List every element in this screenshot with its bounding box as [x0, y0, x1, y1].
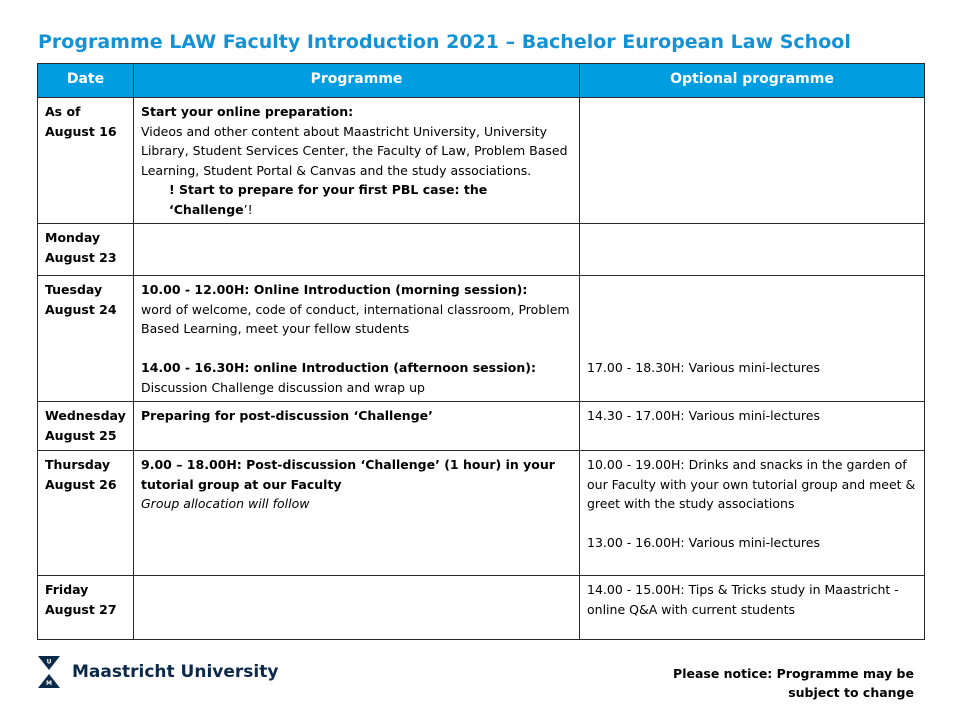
programme-note-bold: ! Start to prepare for your first PBL case: the ‘Challenge — [169, 182, 488, 217]
spacer — [587, 300, 917, 320]
programme-change-notice — [654, 664, 914, 702]
date-cell — [38, 276, 134, 402]
maastricht-university-logo — [38, 656, 278, 688]
table-row — [38, 276, 925, 402]
date-label: Tuesday — [45, 282, 103, 297]
date-label: Monday — [45, 230, 101, 245]
date-cell — [38, 402, 134, 451]
date-cell — [38, 224, 134, 276]
table-row — [38, 224, 925, 276]
date-label: Wednesday — [45, 408, 126, 423]
programme-text: Videos and other content about Maastricht University, University Library, Student Services Center, the Faculty of Law, Problem Based Learning, Student Portal & Canvas and the study associations. — [141, 123, 568, 178]
notice-line: Please notice: Programme may be — [673, 666, 914, 681]
column-header-date: Date — [38, 64, 134, 98]
date-label: August 25 — [45, 427, 117, 443]
optional-item: 10.00 - 19.00H: Drinks and snacks in the garden of our Faculty with your own tutorial group and meet & greet with the study associations — [587, 457, 916, 511]
date-label: Thursday — [45, 457, 111, 472]
programme-heading: Start your online preparation: — [141, 104, 354, 119]
notice-line: subject to change — [788, 685, 914, 700]
date-cell — [38, 451, 134, 576]
logo-text: Maastricht University — [72, 662, 279, 682]
logo-mark-letter-m: M — [46, 680, 52, 687]
programme-note — [141, 180, 572, 219]
session-heading: 14.00 - 16.30H: online Introduction (afternoon session): — [141, 360, 537, 375]
date-label: August 24 — [45, 301, 117, 317]
spacer — [587, 280, 917, 300]
date-cell — [38, 576, 134, 640]
column-header-optional-programme: Optional programme — [580, 64, 925, 98]
university-logo-icon — [38, 656, 60, 688]
optional-cell — [580, 276, 925, 402]
session-text: Discussion Challenge discussion and wrap up — [141, 379, 425, 395]
table-header-row — [38, 64, 925, 98]
programme-cell — [134, 451, 580, 576]
programme-cell — [134, 224, 580, 276]
date-label: As of — [45, 104, 81, 119]
table-row — [38, 402, 925, 451]
date-label: Friday — [45, 582, 89, 597]
table-row — [38, 451, 925, 576]
spacer — [587, 514, 917, 534]
programme-note: Group allocation will follow — [141, 496, 310, 511]
spacer — [141, 339, 572, 359]
date-cell — [38, 98, 134, 224]
programme-note-end: ’! — [243, 201, 253, 217]
date-label: August 27 — [45, 601, 117, 617]
optional-cell — [580, 451, 925, 576]
optional-cell — [580, 98, 925, 224]
schedule-table — [37, 63, 925, 640]
spacer — [587, 339, 917, 359]
table-row — [38, 576, 925, 640]
date-label: August 26 — [45, 476, 117, 492]
date-label: August 23 — [45, 249, 117, 265]
spacer — [587, 319, 917, 339]
programme-cell — [134, 98, 580, 224]
column-header-programme: Programme — [134, 64, 580, 98]
optional-cell: 14.00 - 15.00H: Tips & Tricks study in Maastricht - online Q&A with current students — [580, 576, 925, 640]
optional-cell: 14.30 - 17.00H: Various mini-lectures — [580, 402, 925, 451]
date-label: August 16 — [45, 123, 117, 139]
programme-heading: 9.00 – 18.00H: Post-discussion ‘Challenge’ (1 hour) in your tutorial group at our Faculty — [141, 457, 555, 492]
optional-item: 17.00 - 18.30H: Various mini-lectures — [587, 360, 821, 375]
programme-cell: Preparing for post-discussion ‘Challenge’ — [134, 402, 580, 451]
optional-item: 13.00 - 16.00H: Various mini-lectures — [587, 535, 821, 550]
page-title: Programme LAW Faculty Introduction 2021 – Bachelor European Law School — [38, 31, 851, 53]
session-text: word of welcome, code of conduct, international classroom, Problem Based Learning, meet your fellow students — [141, 301, 570, 336]
programme-cell — [134, 276, 580, 402]
session-heading: 10.00 - 12.00H: Online Introduction (morning session): — [141, 282, 528, 297]
logo-mark-letter-u: U — [46, 658, 52, 666]
programme-cell — [134, 576, 580, 640]
table-row — [38, 98, 925, 224]
optional-cell — [580, 224, 925, 276]
